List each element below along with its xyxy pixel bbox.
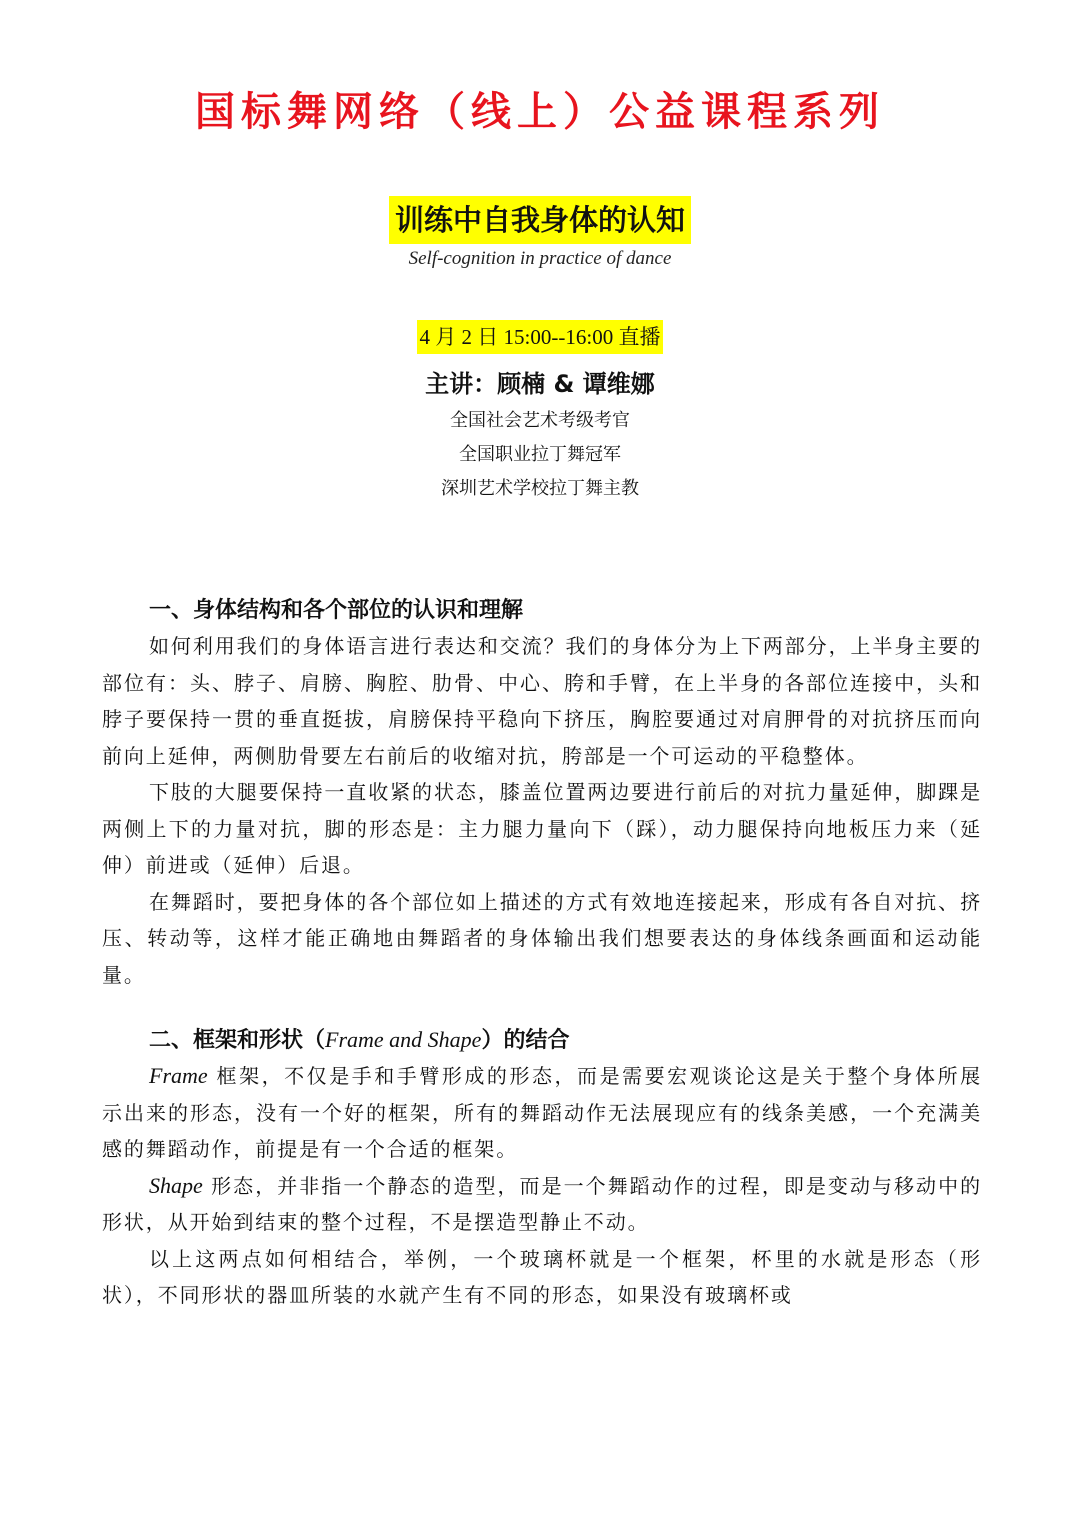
paragraph: 下肢的大腿要保持一直收紧的状态，膝盖位置两边要进行前后的对抗力量延伸，脚踝是两侧上下的力量对抗，脚的形态是：主力腿力量向下（踩），动力腿保持向地板压力来（延伸）前进或（延伸）后退。 [102, 780, 982, 877]
term-frame: Frame [149, 1063, 208, 1088]
paragraph: 以上这两点如何相结合，举例，一个玻璃杯就是一个框架，杯里的水就是形态（形状），不同形状的器皿所装的水就产生有不同的形态，如果没有玻璃杯或 [102, 1246, 982, 1307]
credential-line: 全国职业拉丁舞冠军 [459, 444, 621, 465]
section-frame-and-shape [102, 1023, 982, 1314]
paragraph [102, 1058, 982, 1168]
credential-line: 深圳艺术学校拉丁舞主教 [441, 478, 639, 499]
section-heading [149, 1023, 982, 1058]
article-body [102, 594, 982, 1314]
course-subtitle: 训练中自我身体的认知 [389, 196, 691, 244]
paragraph: 如何利用我们的身体语言进行表达和交流？我们的身体分为上下两部分，上半身主要的部位有：头、脖子、肩膀、胸腔、肋骨、中心、胯和手臂，在上半身的各部位连接中，头和脖子要保持一贯的垂直挺拔，肩膀保持平稳向下挤压，胸腔要通过对肩胛骨的对抗挤压而向前向上延伸，两侧肋骨要左右前后的收缩对抗，胯部是一个可运动的平稳整体。 [102, 634, 982, 768]
broadcast-time: 4 月 2 日 15:00--16:00 直播 [417, 320, 664, 354]
lecturer-credentials [0, 404, 1080, 506]
course-subtitle-english: Self-cognition in practice of dance [408, 248, 672, 269]
section-heading-prefix: 二、框架和形状（ [149, 1028, 326, 1053]
section-body-structure [102, 594, 982, 993]
paragraph-text: 框架，不仅是手和手臂形成的形态，而是需要宏观谈论这是关于整个身体所展示出来的形态，没有一个好的框架，所有的舞蹈动作无法展现应有的线条美感，一个充满美感的舞蹈动作，前提是有一个合适的框架。 [102, 1064, 982, 1161]
section-heading: 一、身体结构和各个部位的认识和理解 [149, 598, 524, 623]
broadcast-time-block [0, 320, 1080, 354]
paragraph [102, 1168, 982, 1241]
course-subtitle-block [0, 196, 1080, 244]
lecturer-names: 主讲：顾楠 & 谭维娜 [425, 370, 655, 398]
term-shape: Shape [149, 1172, 203, 1198]
paragraph-text: 形态，并非指一个静态的造型，而是一个舞蹈动作的过程，即是变动与移动中的形状，从开始到结束的整个过程，不是摆造型静止不动。 [102, 1173, 982, 1234]
section-heading-suffix: ）的结合 [481, 1028, 570, 1053]
section-heading-english: Frame and Shape [325, 1027, 482, 1052]
paragraph: 在舞蹈时，要把身体的各个部位如上描述的方式有效地连接起来，形成有各自对抗、挤压、转动等，这样才能正确地由舞蹈者的身体输出我们想要表达的身体线条画面和运动能量。 [102, 889, 982, 987]
page-title: 国标舞网络（线上）公益课程系列 [195, 88, 885, 135]
credential-line: 全国社会艺术考级考官 [450, 410, 630, 431]
